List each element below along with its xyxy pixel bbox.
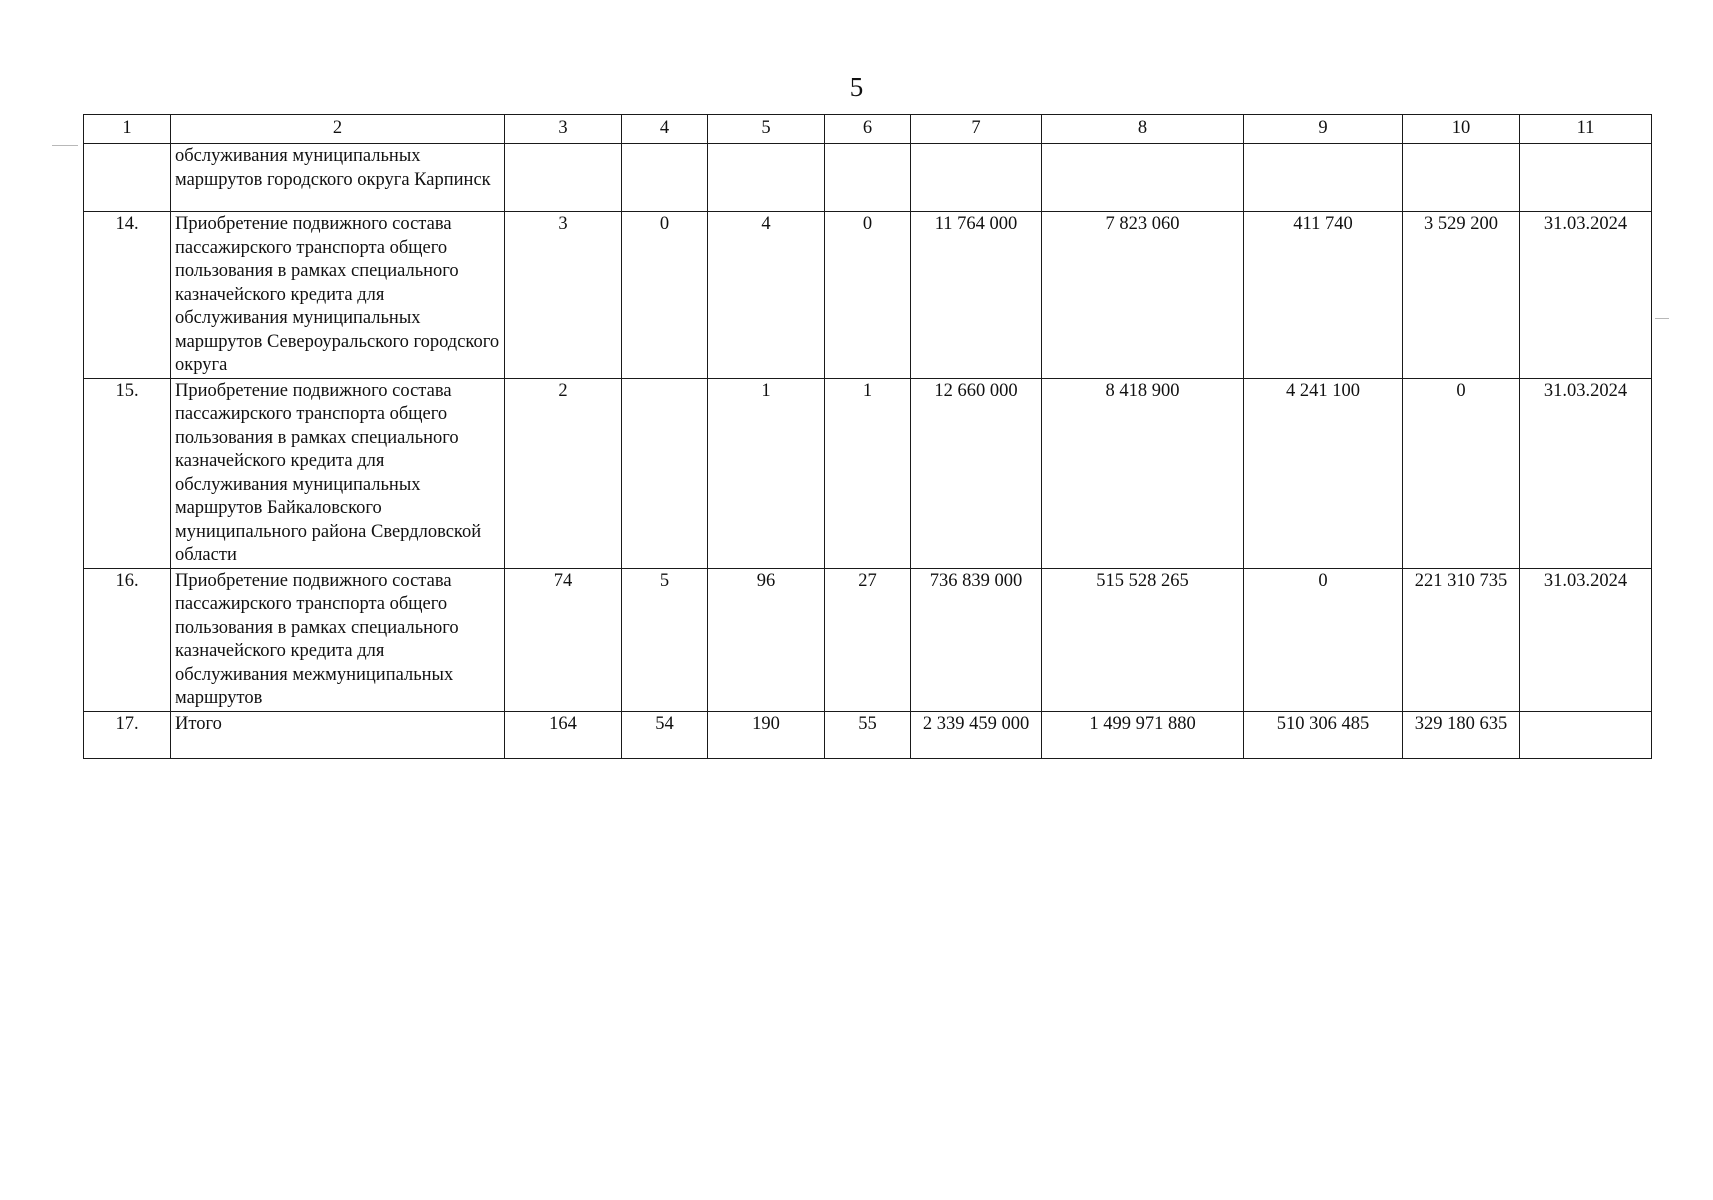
table-cell <box>1520 144 1652 212</box>
table-cell: 515 528 265 <box>1042 568 1244 711</box>
table-row <box>84 568 1652 711</box>
table-header-row <box>84 115 1652 144</box>
table-cell: 1 <box>825 378 911 568</box>
table-cell: 1 499 971 880 <box>1042 711 1244 758</box>
table-cell: 4 241 100 <box>1244 378 1403 568</box>
table-cell: 1 <box>708 378 825 568</box>
table-cell: 74 <box>505 568 622 711</box>
row-number-cell <box>84 144 171 212</box>
row-number-cell: 17. <box>84 711 171 758</box>
table-row <box>84 144 1652 212</box>
table-cell: 0 <box>1403 378 1520 568</box>
table-cell: 0 <box>1244 568 1403 711</box>
table-cell: 3 529 200 <box>1403 212 1520 379</box>
header-cell: 5 <box>708 115 825 144</box>
table-cell: 3 <box>505 212 622 379</box>
page-number: 5 <box>849 72 864 102</box>
table-cell: 0 <box>825 212 911 379</box>
header-cell: 11 <box>1520 115 1652 144</box>
table-cell <box>1042 144 1244 212</box>
table-cell <box>825 144 911 212</box>
table-cell: 12 660 000 <box>911 378 1042 568</box>
table-row-total <box>84 711 1652 758</box>
table-cell <box>622 378 708 568</box>
table-cell: 11 764 000 <box>911 212 1042 379</box>
table-row <box>84 378 1652 568</box>
item-name-cell: Приобретение подвижного состава пассажирского транспорта общего пользования в рамках специального казначейского кредита для обслуживания межмуниципальных маршрутов <box>171 568 505 711</box>
table-cell: 27 <box>825 568 911 711</box>
header-cell: 4 <box>622 115 708 144</box>
header-cell: 10 <box>1403 115 1520 144</box>
table-cell: 411 740 <box>1244 212 1403 379</box>
date-cell: 31.03.2024 <box>1520 378 1652 568</box>
table-cell: 54 <box>622 711 708 758</box>
date-cell: 31.03.2024 <box>1520 212 1652 379</box>
table-cell: 0 <box>622 212 708 379</box>
table-cell: 7 823 060 <box>1042 212 1244 379</box>
row-number-cell: 16. <box>84 568 171 711</box>
data-table <box>83 114 1652 759</box>
table-cell <box>622 144 708 212</box>
table-cell: 190 <box>708 711 825 758</box>
row-number-cell: 14. <box>84 212 171 379</box>
table-cell: 4 <box>708 212 825 379</box>
table-cell: 2 339 459 000 <box>911 711 1042 758</box>
table-cell: 221 310 735 <box>1403 568 1520 711</box>
table-cell: 510 306 485 <box>1244 711 1403 758</box>
table-cell <box>505 144 622 212</box>
table-cell <box>1244 144 1403 212</box>
table-cell <box>911 144 1042 212</box>
item-name-cell: обслуживания муниципальных маршрутов городского округа Карпинск <box>171 144 505 212</box>
table-cell: 2 <box>505 378 622 568</box>
header-cell: 2 <box>171 115 505 144</box>
table-cell: 5 <box>622 568 708 711</box>
table-cell: 55 <box>825 711 911 758</box>
table-row <box>84 212 1652 379</box>
item-name-cell: Приобретение подвижного состава пассажирского транспорта общего пользования в рамках специального казначейского кредита для обслуживания муниципальных маршрутов Североуральского городского округа <box>171 212 505 379</box>
table-cell <box>1403 144 1520 212</box>
header-cell: 8 <box>1042 115 1244 144</box>
scan-mark-left <box>52 145 78 146</box>
row-number-cell: 15. <box>84 378 171 568</box>
header-cell: 9 <box>1244 115 1403 144</box>
table-cell: 96 <box>708 568 825 711</box>
item-name-cell: Приобретение подвижного состава пассажирского транспорта общего пользования в рамках специального казначейского кредита для обслуживания муниципальных маршрутов Байкаловского муниципального района Свердловской области <box>171 378 505 568</box>
table-cell: 736 839 000 <box>911 568 1042 711</box>
total-label-cell: Итого <box>171 711 505 758</box>
date-cell <box>1520 711 1652 758</box>
date-cell: 31.03.2024 <box>1520 568 1652 711</box>
table-cell: 8 418 900 <box>1042 378 1244 568</box>
scan-mark-right <box>1655 318 1669 319</box>
table-cell: 329 180 635 <box>1403 711 1520 758</box>
table-cell <box>708 144 825 212</box>
header-cell: 7 <box>911 115 1042 144</box>
header-cell: 1 <box>84 115 171 144</box>
header-cell: 3 <box>505 115 622 144</box>
header-cell: 6 <box>825 115 911 144</box>
table-cell: 164 <box>505 711 622 758</box>
